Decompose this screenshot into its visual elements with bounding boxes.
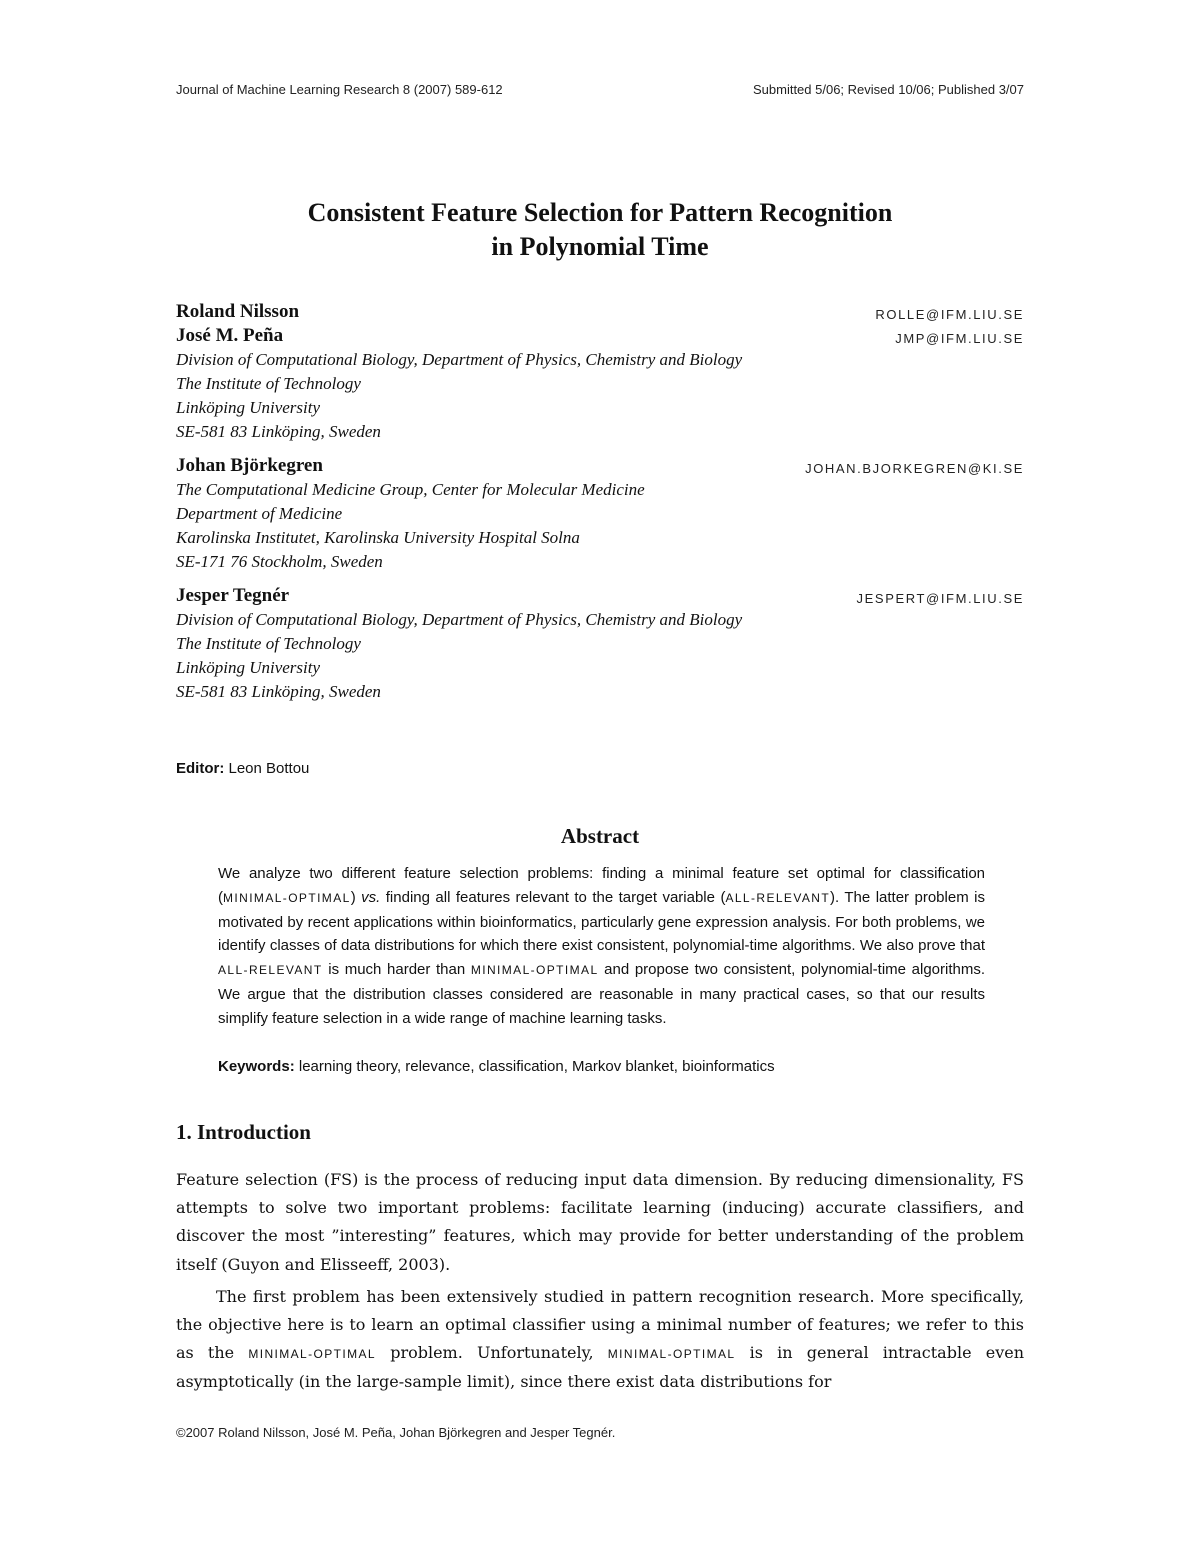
abstract-text: is much harder than — [322, 961, 471, 979]
keywords-line — [218, 1058, 985, 1075]
author-name-text: Jesper Tegnér — [176, 585, 290, 606]
term-minimal-optimal: MINIMAL-OPTIMAL — [223, 890, 351, 905]
author-name — [176, 584, 1024, 608]
abstract-heading: Abstract — [560, 824, 640, 848]
paragraph-text: The first problem has been extensively studied in pattern recognition research. More specifically, the objective here is to learn an optimal classifier using a minimal number of features; we refer to this as the — [176, 1286, 1024, 1363]
author-name — [176, 324, 1024, 348]
affiliation-line: SE-581 83 Linköping, Sweden — [176, 422, 381, 441]
abstract-vs: vs. — [361, 888, 381, 906]
copyright-footer: ©2007 Roland Nilsson, José M. Peña, Johan Björkegren and Jesper Tegnér. — [176, 1425, 616, 1440]
affiliation-line: The Computational Medicine Group, Center for Molecular Medicine — [176, 480, 645, 499]
affiliation-line: Department of Medicine — [176, 504, 343, 523]
editor-line — [176, 760, 309, 777]
section-heading-introduction: 1. Introduction — [176, 1120, 311, 1144]
author-name — [176, 454, 1024, 478]
affiliation-line: Linköping University — [176, 398, 321, 417]
author-email: JESPERT@IFM.LIU.SE — [856, 591, 1024, 606]
author-name-text: Johan Björkegren — [176, 455, 323, 476]
keywords-list: learning theory, relevance, classification, Markov blanket, bioinformatics — [298, 1058, 775, 1075]
abstract-body — [218, 862, 985, 1031]
affiliation-line: SE-581 83 Linköping, Sweden — [176, 682, 381, 701]
paragraph — [176, 1283, 1024, 1397]
abstract-text: We analyze two different feature selection problems: finding a minimal feature set optimal for classification ( — [218, 865, 985, 906]
running-header — [176, 82, 1024, 97]
editor-label: Editor: — [176, 760, 225, 777]
author-email: JMP@IFM.LIU.SE — [895, 331, 1024, 346]
abstract-text: ) — [350, 888, 362, 906]
author-group-2 — [176, 454, 1024, 574]
title-line-2: in Polynomial Time — [491, 232, 709, 261]
term-minimal-optimal: MINIMAL-OPTIMAL — [470, 963, 599, 978]
abstract-text: finding all features relevant to the target variable ( — [380, 888, 726, 906]
author-email: ROLLE@IFM.LIU.SE — [875, 307, 1024, 322]
paragraph-text: problem. Unfortunately, — [376, 1343, 608, 1363]
author-name-text: José M. Peña — [176, 325, 284, 346]
affiliation-line: SE-171 76 Stockholm, Sweden — [176, 552, 383, 571]
affiliation-line: Division of Computational Biology, Department of Physics, Chemistry and Biology — [176, 350, 743, 369]
author-name — [176, 300, 1024, 324]
journal-citation: Journal of Machine Learning Research 8 (2007) 589-612 — [176, 82, 503, 97]
paragraph: Feature selection (FS) is the process of reducing input data dimension. By reducing dimensionality, FS attempts to solve two important problems: facilitate learning (inducing) accurate classifiers, and discover the most ”interesting” features, which may provide for better understanding of the problem itself (Guyon and Elisseeff, 2003). — [176, 1170, 1024, 1274]
author-email: JOHAN.BJORKEGREN@KI.SE — [805, 461, 1024, 476]
author-list — [176, 300, 1024, 714]
abstract-text: and propose two consistent, polynomial-time algorithms. We argue that the distribution classes considered are reasonable in many practical cases, so that our results simplify feature selection in a wide range of machine learning tasks. — [218, 961, 985, 1027]
author-group-3 — [176, 584, 1024, 704]
affiliation-line: The Institute of Technology — [176, 634, 361, 653]
term-all-relevant: ALL-RELEVANT — [218, 963, 323, 978]
term-minimal-optimal: MINIMAL-OPTIMAL — [248, 1347, 377, 1362]
affiliation-line: The Institute of Technology — [176, 374, 361, 393]
keywords-label: Keywords: — [218, 1058, 295, 1075]
paper-title — [0, 196, 1200, 264]
term-all-relevant: ALL-RELEVANT — [725, 890, 831, 905]
editor-name: Leon Bottou — [228, 760, 310, 777]
affiliation-line: Karolinska Institutet, Karolinska University Hospital Solna — [176, 528, 580, 547]
affiliation-line: Linköping University — [176, 658, 321, 677]
paragraph-text: is in general intractable even asymptotically (in the large-sample limit), since there exist data distributions for — [176, 1343, 1025, 1392]
term-minimal-optimal: MINIMAL-OPTIMAL — [607, 1347, 736, 1362]
abstract-text: ). The latter problem is motivated by recent applications within bioinformatics, particularly gene expression analysis. For both problems, we identify classes of data distributions for which there exist consistent, polynomial-time algorithms. We also prove that — [218, 888, 985, 955]
submission-dates: Submitted 5/06; Revised 10/06; Published 3/07 — [752, 82, 1024, 97]
author-group-1 — [176, 300, 1024, 444]
introduction-body — [176, 1166, 1024, 1397]
title-line-1: Consistent Feature Selection for Pattern Recognition — [307, 198, 893, 227]
author-name-text: Roland Nilsson — [176, 301, 300, 322]
affiliation-line: Division of Computational Biology, Department of Physics, Chemistry and Biology — [176, 610, 743, 629]
